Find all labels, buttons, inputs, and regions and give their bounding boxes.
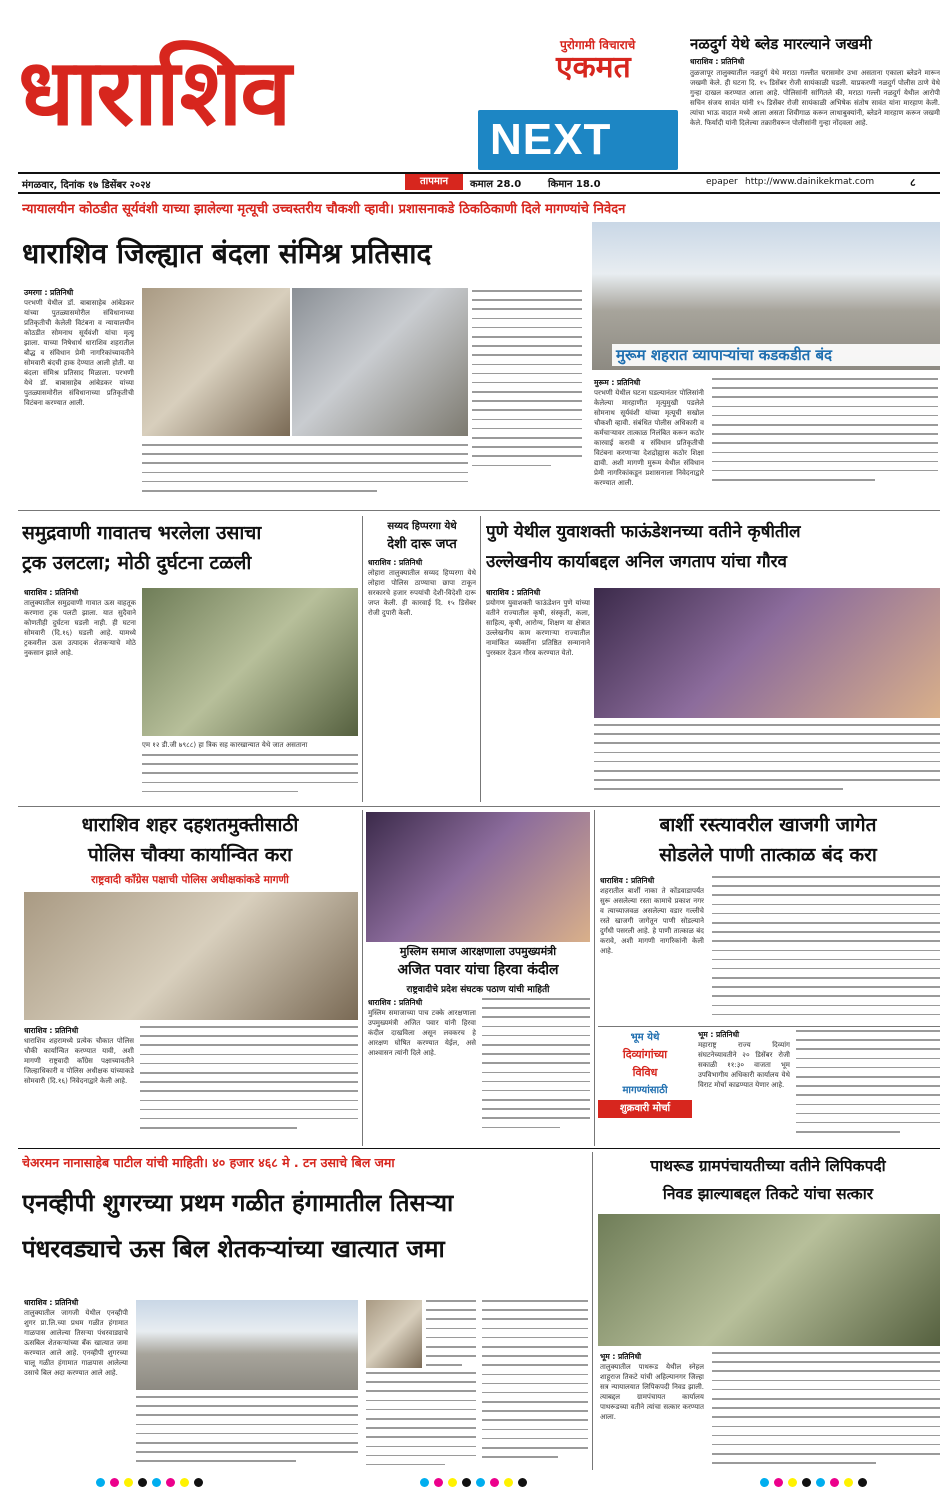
story6-photo — [366, 812, 590, 942]
story6-headline: मुस्लिम समाज आरक्षणाला उपमुख्यमंत्री — [399, 945, 557, 958]
story2-byline: धाराशिव : प्रतिनिधी — [24, 588, 79, 597]
story2-truck-photo — [142, 588, 358, 736]
murum-photo-caption: मुरूम शहरात व्यापाऱ्यांचा कडकडीत बंद — [612, 344, 945, 366]
story8-kicker-4: मागण्यांसाठी — [622, 1085, 668, 1096]
next-logo-text: NEXT — [490, 115, 612, 164]
registration-dot — [138, 1478, 147, 1487]
story10-headline: पाथरूड ग्रामपंचायतीच्या वतीने लिपिकपदी — [650, 1157, 886, 1175]
story1-filler-right — [472, 290, 582, 500]
epaper-label: epaper — [706, 177, 738, 187]
story5-headline: धाराशिव शहर दहशतमुक्तीसाठी — [81, 814, 299, 836]
registration-dot — [844, 1478, 853, 1487]
story9-chairman-photo — [366, 1300, 422, 1368]
registration-dot — [152, 1478, 161, 1487]
top-banner: न्यायालयीन कोठडीत सूर्यवंशी याच्या झालेल्या मृत्यूची उच्चस्तरीय चौकशी व्हावी। प्रशासनाकडे ठिकठिकाणी दिले मागण्यांचे निवेदन — [22, 202, 626, 217]
divider-col-story3 — [362, 516, 363, 802]
divider-row1 — [18, 510, 940, 511]
story1-body: परभणी येथील डॉ. बाबासाहेब आंबेडकर यांच्या पुतळ्यासमोरील संविधानाच्या प्रतिकृतीची केलेली विटंबना व न्यायालयीन कोठडीत सोमनाथ सूर्यवंशी यांचा मृत्यू झाला. याच्या निषेधार्थ धाराशिव शहरातील बौद्ध व संविधान प्रेमी नागरिकांच्यावतीने सोमवारी बंदची हाक देण्यात आली होती. या बंदला संमिश्र प्रतिसाद मिळाला. परभणी येथे डॉ. बाबासाहेब आंबेडकर यांच्या पुतळ्यासमोरील संविधानाच्या प्रतिकृतीची विटंबना करण्यात आली. — [24, 299, 134, 407]
registration-dot — [490, 1478, 499, 1487]
story3-byline: धाराशिव : प्रतिनिधी — [368, 558, 423, 567]
story6-body: मुस्लिम समाजाच्या पाच टक्के आरक्षणाला उपमुख्यमंत्री अजित पवार यांनी हिरवा कंदील दाखविला असून लवकरच हे आरक्षण घोषित करण्यात येईल, असे आश्वासन त्यांनी दिले आहे. — [368, 1009, 476, 1057]
story1-filler-bottom — [142, 444, 468, 502]
story6-subhead: राष्ट्रवादीचे प्रदेश संघटक पठाण यांची माहिती — [406, 985, 550, 995]
registration-dot — [504, 1478, 513, 1487]
date-bar-top-rule — [18, 172, 940, 174]
story6-byline: धाराशिव : प्रतिनिधी — [368, 998, 423, 1007]
story10-photo — [598, 1214, 940, 1346]
murum-filler — [712, 378, 938, 503]
story7-headline-2: सोडलेले पाणी तात्काळ बंद करा — [659, 844, 877, 866]
registration-marks-left — [96, 1478, 203, 1487]
registration-dot — [788, 1478, 797, 1487]
story3-headline: देशी दारू जप्त — [387, 537, 457, 552]
registration-dot — [476, 1478, 485, 1487]
registration-dot — [124, 1478, 133, 1487]
story8-kicker-3: विविध — [632, 1066, 658, 1079]
story10-body: तालुक्यातील पाथरूड येथील स्नेहल शाहूराज तिकटे यांची अहिल्यानगर जिल्हा सत्र न्यायालयात लिपिकपदी निवड झाली. त्याबद्दल ग्रामपंचायत कार्यालय पाथरूडच्या वतीने त्यांचा सत्कार करण्यात आला. — [600, 1363, 704, 1421]
story2-filler — [142, 754, 358, 800]
date-bar-bottom-rule — [18, 192, 940, 194]
story2-headline-2: ट्रक उलटला; मोठी दुर्घटना टळली — [22, 552, 252, 574]
registration-marks-center — [420, 1478, 527, 1487]
top-right-body: तुळजापूर तालुक्यातील नळदुर्ग येथे मराठा गल्लीत घरासमोर उभा असताना एकाला ब्लेडने मारून जखमी केले. ही घटना दि. १५ डिसेंबर रोजी सायंकाळी घडली. याप्रकरणी नळदुर्ग पोलीस ठाणे येथे गुन्हा दाखल करण्यात आला आहे. पोलिसांनी सांगितले की, मराठा गल्ली नळदुर्ग येथील आरोपी सचिन संजय सावंत यांनी १५ डिसेंबर रोजी सायंकाळी अभिषेक संतोष सावंत यांना मारहाण केली. त्यांचा भाऊ वादात मध्ये आला असता शिवीगाळ करून लाथाबुक्यांनी, ब्लेडने मारहाण करून जखमी केले. फिर्यादी यांनी दिलेल्या तक्रारीवरून पोलीसांनी गुन्हा नोंदवला आहे. — [690, 69, 940, 127]
story7-byline: धाराशिव : प्रतिनिधी — [600, 876, 655, 885]
registration-dot — [448, 1478, 457, 1487]
registration-dot — [462, 1478, 471, 1487]
registration-dot — [166, 1478, 175, 1487]
story1-byline: उमरगा : प्रतिनिधी — [24, 288, 74, 297]
story5-headline-2: पोलिस चौक्या कार्यान्वित करा — [87, 844, 293, 866]
story4-headline-2: उल्लेखनीय कार्याबद्दल अनिल जगताप यांचा गौरव — [486, 552, 788, 572]
story2-body: तालुक्यातील समुद्रवाणी गावात ऊस वाहतूक करणारा ट्रक पलटी झाला. यात सुदैवाने कोणतीही दुर्घटना घडली नाही. ही घटना सोमवारी (दि.१६) घडली आहे. यामध्ये ट्रकवरील ऊस उत्पादक शेतकऱ्याचे मोठे नुकसान झाले आहे. — [24, 599, 136, 657]
story2-headline: समुद्रवाणी गावातच भरलेला उसाचा — [22, 522, 262, 544]
divider-row3 — [18, 1148, 940, 1149]
second-banner: चेअरमन नानासाहेब पाटील यांची माहिती। ४० हजार ४६८ मे . टन उसाचे बिल जमा — [22, 1155, 395, 1170]
story4-filler — [594, 724, 940, 800]
story5-body: धाराशिव शहरामध्ये प्रत्येक चौकात पोलिस चौकी कार्यान्वित करण्यात यावी, अशी मागणी राष्ट्रवादी काँग्रेस पक्षाच्यावतीने जिल्हाधिकारी व पोलिस अधीक्षक यांच्याकडे सोमवारी (दि.१६) निवेदनाद्वारे केली आहे. — [24, 1037, 134, 1085]
story9-headline-2: पंधरवड्याचे ऊस बिल शेतकऱ्यांच्या खात्यात जमा — [22, 1235, 445, 1263]
story8-kicker — [598, 1030, 692, 1142]
story9-body: तालुक्यातील जागजी येथील एनव्हीपी शुगर प्रा.लि.च्या प्रथम गळीत हंगामात गाळपास आलेल्या तिसऱ्या पंधरवाड्याचे ऊसबिल शेतकऱ्यांच्या बँक खात्यात जमा करण्यात आले आहे. एनव्हीपी शुगरच्या चालू गळीत हंगामात गाळपास आलेल्या उसाचे बिल अदा करण्यात आले आहे. — [24, 1309, 128, 1377]
registration-dot — [96, 1478, 105, 1487]
date-text: मंगळवार, दिनांक १७ डिसेंबर २०२४ — [22, 180, 151, 191]
registration-dot — [760, 1478, 769, 1487]
registration-dot — [802, 1478, 811, 1487]
registration-dot — [774, 1478, 783, 1487]
story3-body: लोहारा तालुक्यातील सय्यद हिप्परगा येथे लोहारा पोलिस ठाण्याचा छापा टाकून सरकारचे हजार रुपयांची देशी-विदेशी दारू जप्त केली. ही कारवाई दि. १५ डिसेंबर रोजी दुपारी केली. — [368, 569, 476, 617]
masthead-tagline: पुरोगामी विचाराचे — [560, 38, 636, 52]
story9-headline: एनव्हीपी शुगरच्या प्रथम गळीत हंगामातील तिसऱ्या — [22, 1189, 454, 1217]
divider-col-story6 — [362, 810, 363, 1146]
story8-kicker-5: शुक्रवारी मोर्चा — [598, 1100, 692, 1118]
divider-story8 — [598, 1026, 940, 1027]
story7-body: शहरातील बार्शी नाका ते कोंडवाडापर्यंत सुरू असलेल्या रस्ता कामाचे प्रकाश नगर व त्याच्याजवळ असलेल्या वडार गल्लीचे रस्ते खाजगी जागेतून पाणी सोडल्याने दुर्गंधी पसरली आहे. हे पाणी तात्काळ बंद करावे, अशी मागणी नागरिकांनी केली आहे. — [600, 887, 704, 955]
registration-dot — [858, 1478, 867, 1487]
registration-marks-right — [760, 1478, 867, 1487]
story8-body: महाराष्ट्र राज्य दिव्यांग संघटनेच्यावतीने २० डिसेंबर रोजी सकाळी ११:३० वाजता भूम उपविभागीय अधिकारी कार्यालय येथे विराट मोर्चा काढण्यात येणार आहे. — [698, 1041, 790, 1089]
top-right-byline: धाराशिव : प्रतिनिधी — [690, 57, 745, 66]
story9-byline: धाराशिव : प्रतिनिधी — [24, 1298, 79, 1307]
temp-max: कमाल 28.0 — [470, 179, 522, 190]
registration-dot — [110, 1478, 119, 1487]
masthead-title: धाराशिव — [18, 39, 290, 146]
top-right-headline: नळदुर्ग येथे ब्लेड मारल्याने जखमी — [690, 35, 872, 53]
story9-filler-b — [366, 1372, 476, 1468]
divider-col-story10 — [592, 1152, 593, 1470]
story8-filler — [796, 1030, 940, 1142]
story9-filler-d — [482, 1300, 588, 1468]
story5-byline: धाराशिव : प्रतिनिधी — [24, 1026, 79, 1035]
epaper-url[interactable]: http://www.dainikekmat.com — [745, 177, 875, 187]
murum-body: परभणी येथील घटना घडल्यानंतर पोलिसांनी केलेल्या मारहाणीत मृत्युमुखी पडलेले सोमनाथ सूर्यवंशी यांच्या मृत्यूची सखोल चौकशी व्हावी. संबंधित पोलीस अधिकारी व कर्मचाऱ्यावर तात्काळ निलंबित करून कठोर कारवाई करावी व संविधान प्रतिकृतीची विटंबना करणाऱ्या देशद्रोह्यास कठोर शिक्षा द्यावी. अशी मागणी मुरूम येथील संविधान प्रेमी नागरिकांकडून प्रशासनाला निवेदनाद्वारे करण्यात आली. — [594, 389, 704, 487]
registration-dot — [194, 1478, 203, 1487]
divider-row2 — [18, 806, 940, 807]
story8-kicker-2: दिव्यांगांच्या — [622, 1048, 668, 1061]
registration-dot — [816, 1478, 825, 1487]
page-number: ८ — [910, 176, 916, 189]
story3-kicker: सय्यद हिप्परगा येथे — [387, 521, 457, 532]
story1-headline: धाराशिव जिल्ह्यात बंदला संमिश्र प्रतिसाद — [22, 237, 432, 270]
temp-min: किमान 18.0 — [548, 179, 601, 190]
story1-photo-right — [292, 288, 468, 436]
story6-headline-2: अजित पवार यांचा हिरवा कंदील — [397, 962, 559, 978]
registration-dot — [518, 1478, 527, 1487]
story4-award-photo — [594, 588, 940, 718]
registration-dot — [434, 1478, 443, 1487]
story4-byline: धाराशिव : प्रतिनिधी — [486, 588, 541, 597]
story2-caption: एम १२ डी.जी ७९८८) हा त्रिक सह कारखान्यात येथे जात असताना — [142, 741, 308, 749]
story9-factory-photo — [136, 1300, 358, 1390]
divider-col-story7 — [594, 810, 595, 1146]
story4-headline: पुणे येथील युवाशक्ती फाऊंडेशनच्या वतीने कृषीतील — [486, 522, 801, 542]
story10-byline: भूम : प्रतिनिधी — [600, 1352, 642, 1361]
story9-filler-c — [426, 1300, 476, 1368]
story5-subhead: राष्ट्रवादी काँग्रेस पक्षाची पोलिस अधीक्षकांकडे मागणी — [91, 874, 289, 886]
registration-dot — [420, 1478, 429, 1487]
story6-filler — [482, 998, 590, 1142]
story7-filler — [712, 876, 940, 1020]
registration-dot — [180, 1478, 189, 1487]
story10-filler — [712, 1352, 940, 1468]
story8-kicker-1: भूम येथे — [630, 1032, 660, 1043]
registration-dot — [830, 1478, 839, 1487]
next-logo — [478, 110, 678, 170]
temp-label: तापमान — [405, 174, 463, 190]
masthead-brand: एकमत — [556, 50, 631, 85]
story1-photo-left — [142, 288, 290, 436]
divider-col-story4 — [480, 516, 481, 802]
story7-headline: बार्शी रस्त्यावरील खाजगी जागेत — [659, 814, 877, 836]
story10-headline-2: निवड झाल्याबद्दल तिकटे यांचा सत्कार — [662, 1185, 874, 1203]
story5-filler — [140, 1026, 358, 1142]
murum-byline: मुरूम : प्रतिनिधी — [594, 378, 641, 387]
story5-photo — [24, 892, 358, 1020]
story8-byline: भूम : प्रतिनिधी — [698, 1030, 740, 1039]
story9-filler-a — [136, 1396, 358, 1468]
story4-body: प्रयोगण युवाशक्ती फाऊंडेशन पुणे यांच्या वतीने राज्यातील कृषी, संस्कृती, कला, साहित्य, कृषी, आरोग्य, शिक्षण या क्षेत्रात उल्लेखनीय काम करणाऱ्या राज्यातील नामांकित व्यक्तींना प्रतिष्ठित सन्मानाने पुरस्कार देऊन गौरव करण्यात येतो. — [486, 599, 590, 657]
